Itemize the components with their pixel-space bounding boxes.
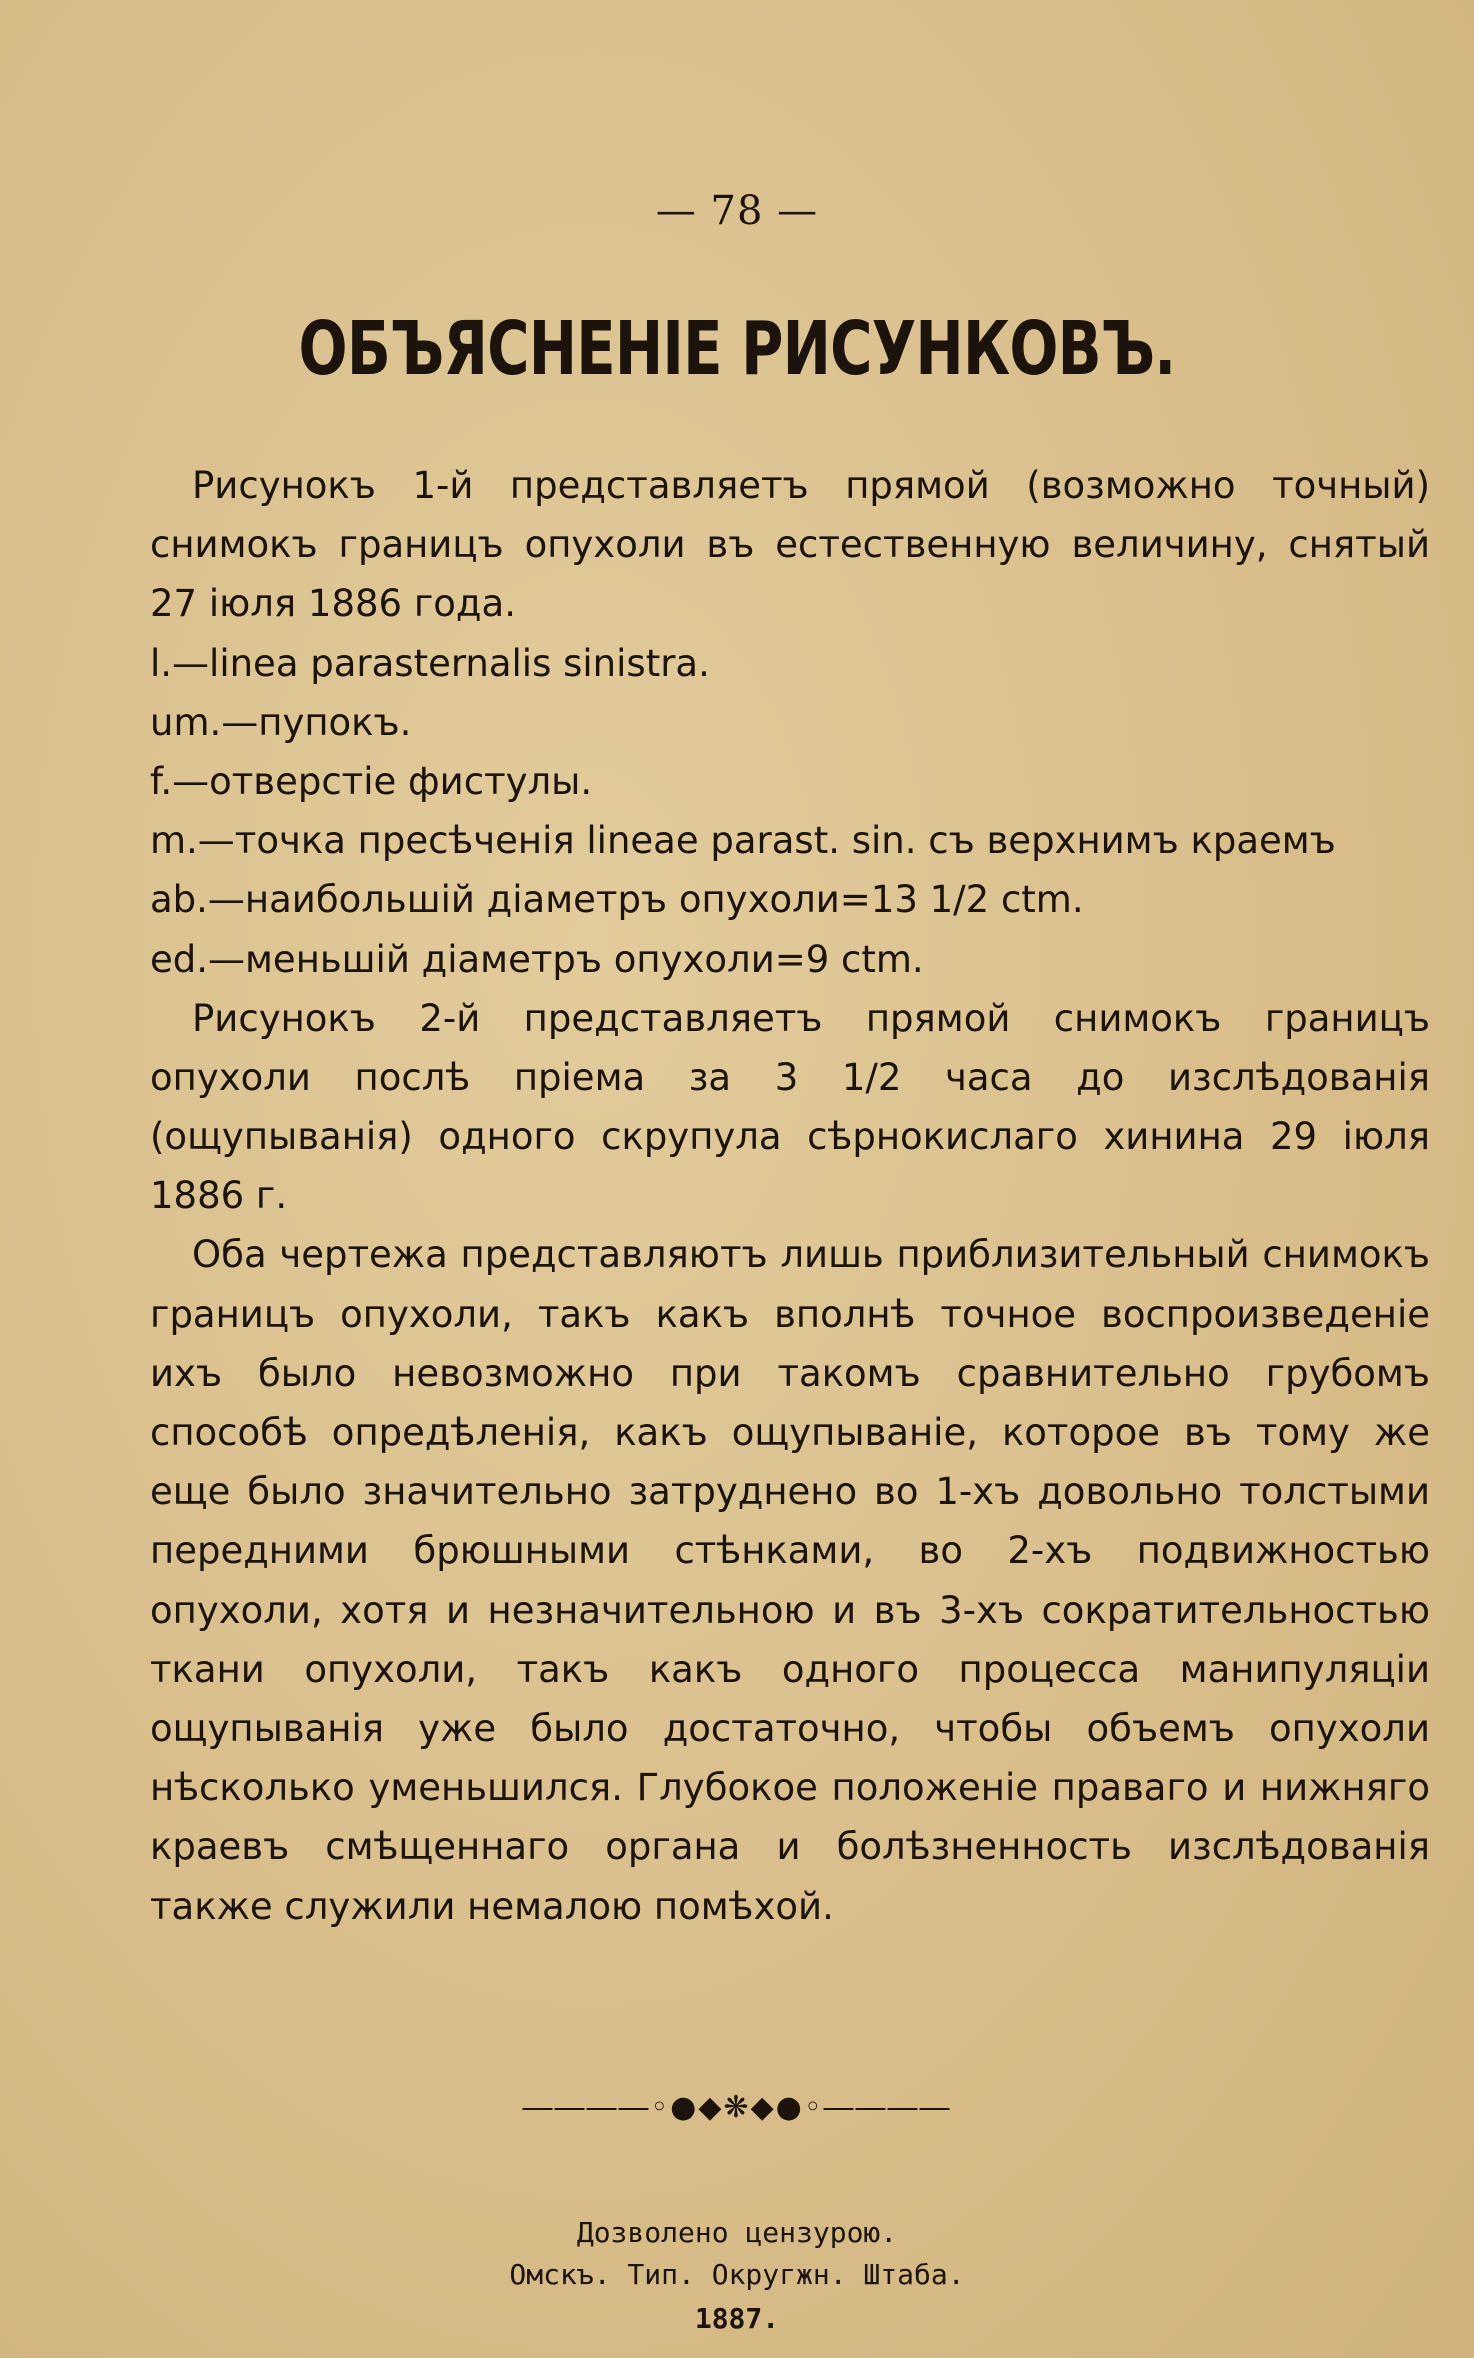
page-number: — 78 — [655,188,819,234]
legend-item-l: l.—linea parasternalis sinistra. [150,641,710,685]
publication-year: 1887. [694,2302,780,2335]
legend-item-f: f.—отверстіе фистулы. [150,759,593,803]
legend-item-ab: ab.—наибольшій діаметръ опухоли=13 1/2 ctm. [150,878,1084,922]
body-text [150,456,1430,1936]
legend-item-ed: ed.—меньшій діаметръ опухоли=9 ctm. [150,937,924,981]
printing-house: Омскъ. Тип. Округжн. Штаба. [509,2258,965,2291]
page-heading: ОБЪЯСНЕНІЕ РИСУНКОВЪ. [298,306,1176,392]
censor-approval: Дозволено цензурою. [576,2216,898,2249]
legend-item-m: m.—точка пресѣченія lineae parast. sin. съ верхнимъ краемъ [150,819,1336,863]
legend-item-um: um.—пупокъ. [150,700,412,744]
figure1-description: Рисунокъ 1-й представляетъ прямой (возможно точный) снимокъ границъ опухоли въ естественную величину, снятый 27 іюля 1886 года. [150,464,1430,626]
ornament-divider: ――――◦●◆❋◆●◦―――― [522,2090,952,2125]
closing-paragraph: Оба чертежа представляютъ лишь приблизительный снимокъ границъ опухоли, такъ какъ вполнѣ точное воспроизведеніе ихъ было невозможно при такомъ сравнительно грубомъ способѣ опредѣленія, какъ ощупываніе, которое въ тому же еще было значительно затруднено во 1-хъ довольно толстыми передними брюшными стѣнками, во 2-хъ подвижностью опухоли, хотя и незначительною и въ 3-хъ сократительностью ткани опухоли, такъ какъ одного процесса манипуляціи ощупыванія уже было достаточно, чтобы объемъ опухоли нѣсколько уменьшился. Глубокое положеніе праваго и нижняго краевъ смѣщеннаго органа и болѣзненность изслѣдованія также служили немалою помѣхой. [150,1233,1430,1928]
figure2-description: Рисунокъ 2-й представляетъ прямой снимокъ границъ опухоли послѣ пріема за 3 1/2 часа до изслѣдованія (ощупыванія) одного скрупула сѣрнокислаго хинина 29 іюля 1886 г. [150,996,1430,1218]
